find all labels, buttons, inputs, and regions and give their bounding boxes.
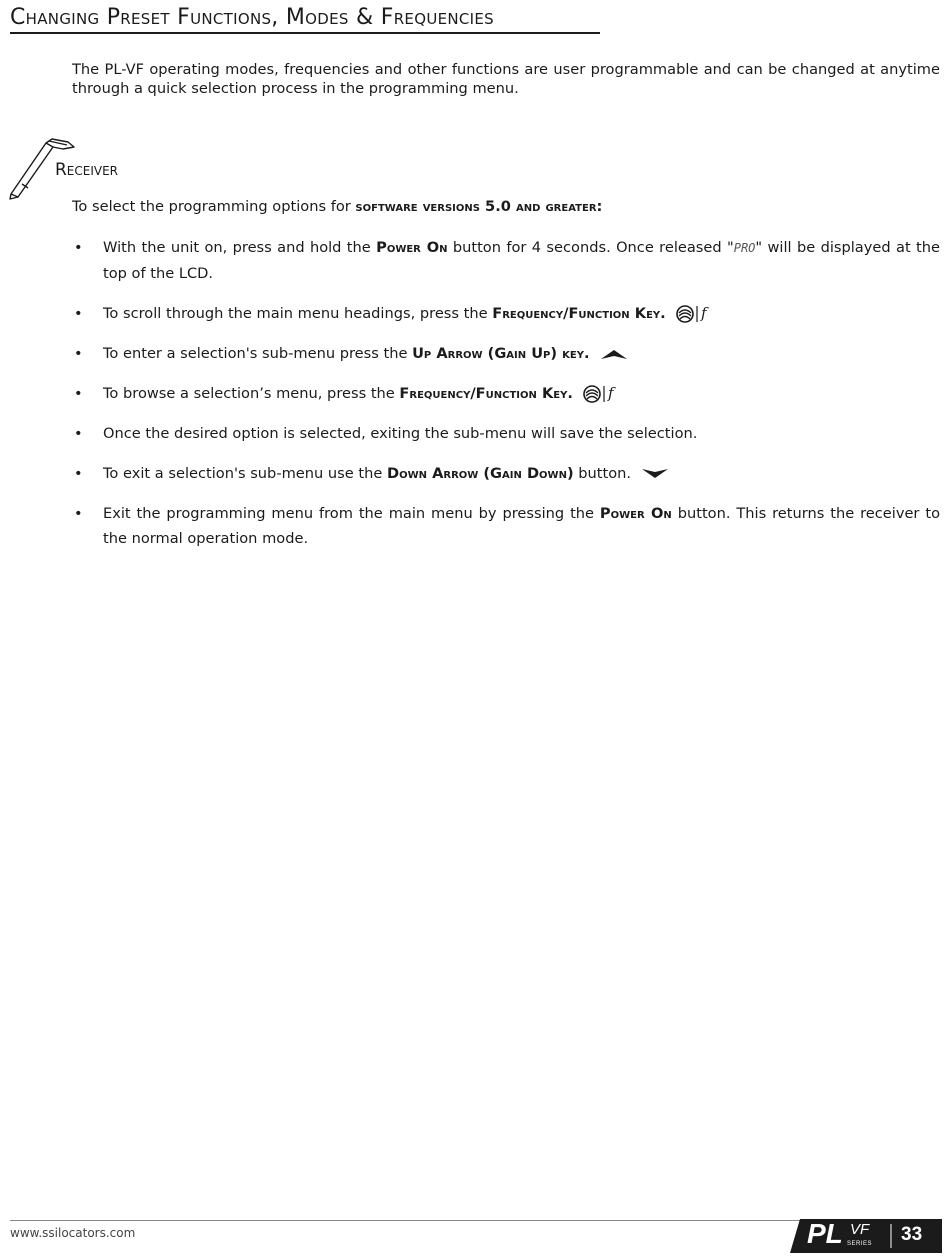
step-1-text-end: " will be displayed at the top of the LCD. — [103, 239, 940, 282]
step-6-text-end: button. — [573, 465, 632, 482]
lead-text — [72, 198, 602, 215]
step-6-text: To exit a selection's sub-menu use the — [103, 465, 387, 482]
list-item — [74, 381, 940, 406]
section-heading-receiver: Receiver — [55, 160, 119, 180]
list-item — [74, 235, 940, 286]
page-title: Changing Preset Functions, Modes & Frequencies — [10, 5, 600, 34]
brand-logo-pl: PL — [807, 1218, 843, 1249]
step-7-text-end: button. This returns the receiver to the normal operation mode. — [103, 505, 940, 547]
software-version-emphasis: software versions 5.0 and greater: — [355, 198, 603, 215]
step-5-text: Once the desired option is selected, exiting the sub-menu will save the selection. — [103, 425, 698, 442]
up-arrow-icon — [600, 348, 628, 360]
list-item — [74, 421, 940, 446]
list-item — [74, 341, 940, 366]
footer-url[interactable]: www.ssilocators.com — [10, 1226, 136, 1240]
down-arrow-key-label: Down Arrow (Gain Down) — [386, 465, 574, 482]
up-arrow-key-label: Up Arrow (Gain Up) key. — [412, 345, 590, 362]
power-on-key-label: Power On — [376, 239, 448, 256]
frequency-function-key-label: Frequency/Function Key. — [399, 385, 573, 402]
brand-logo-vf: VF — [850, 1221, 870, 1238]
down-arrow-icon — [641, 468, 669, 480]
list-item — [74, 301, 940, 326]
step-3-text: To enter a selection's sub-menu press the — [103, 345, 413, 362]
frequency-function-key-label: Frequency/Function Key. — [492, 305, 666, 322]
lcd-readout: PRO — [733, 241, 756, 255]
page-number: 33 — [901, 1224, 923, 1245]
step-2-text: To scroll through the main menu headings, press the — [103, 305, 493, 322]
step-4-text: To browse a selection’s menu, press the — [103, 385, 400, 402]
intro-paragraph: The PL-VF operating modes, frequencies and other functions are user programmable and can be changed at anytime through a quick selection process in the programming menu. — [72, 61, 940, 97]
list-item — [74, 461, 940, 486]
step-7-text: Exit the programming menu from the main menu by pressing the — [103, 505, 600, 522]
list-item — [74, 501, 940, 551]
lead-plain: To select the programming options for — [72, 198, 356, 215]
brand-logo-series: SERIES — [847, 1241, 873, 1247]
instruction-list — [74, 235, 940, 566]
frequency-function-key-icon — [583, 383, 623, 405]
svg-text:f: f — [700, 304, 707, 322]
frequency-function-key-icon — [676, 303, 716, 325]
step-1-text-cont: button for 4 seconds. Once released " — [447, 239, 734, 256]
step-1-text: With the unit on, press and hold the — [103, 239, 377, 256]
power-on-key-label: Power On — [599, 505, 672, 522]
svg-text:f: f — [607, 384, 614, 402]
